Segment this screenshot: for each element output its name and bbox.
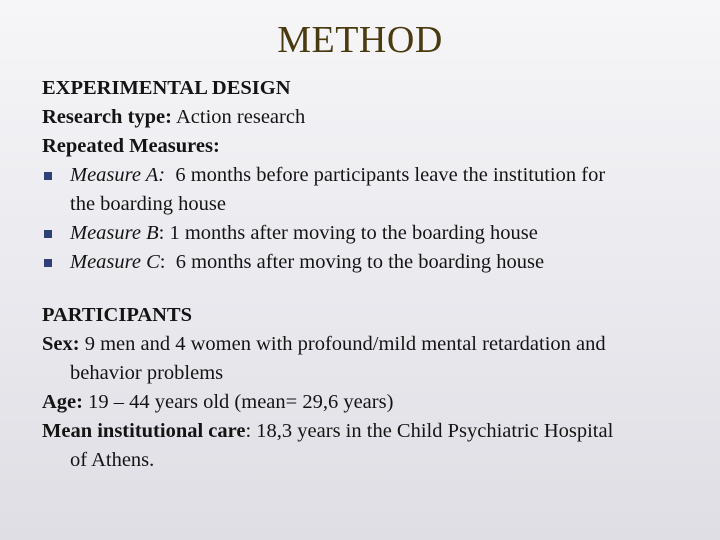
research-type-value: Action research: [172, 106, 306, 128]
research-type-label: Research type:: [42, 106, 172, 128]
measure-a-text-cont: the boarding house: [70, 193, 226, 215]
slide-title: METHOD: [277, 19, 443, 61]
research-type-line: [42, 103, 714, 132]
measure-a-text: 6 months before participants leave the institution for: [165, 164, 606, 186]
care-colon: :: [245, 420, 252, 442]
measure-b-text: 1 months after moving to the boarding house: [164, 222, 538, 244]
measure-c-item: [42, 248, 714, 277]
measure-b-label: Measure B: [70, 222, 159, 244]
square-bullet-icon: [44, 172, 52, 180]
measure-a-item: [42, 161, 714, 190]
measure-a-label: Measure A: [70, 164, 159, 186]
sex-value-cont: behavior problems: [70, 362, 224, 384]
measure-b-colon: :: [158, 222, 165, 244]
age-label: Age:: [42, 391, 83, 413]
section-spacer: [42, 277, 714, 301]
measure-a-colon: :: [158, 164, 166, 186]
square-bullet-icon: [44, 230, 52, 238]
design-heading: EXPERIMENTAL DESIGN: [42, 77, 291, 99]
measure-c-label: Measure C: [70, 251, 160, 273]
measure-b-item: [42, 219, 714, 248]
care-value: 18,3 years in the Child Psychiatric Hospital: [251, 420, 614, 442]
age-line: [42, 388, 714, 417]
age-value: 19 – 44 years old (mean= 29,6 years): [82, 391, 394, 413]
sex-value: 9 men and 4 women with profound/mild mental retardation and: [79, 333, 606, 355]
sex-line: [42, 330, 714, 359]
sex-label: Sex:: [42, 333, 80, 355]
care-label: Mean institutional care: [42, 420, 246, 442]
measure-c-colon: :: [159, 251, 166, 273]
care-value-cont: of Athens.: [70, 449, 155, 471]
slide-body: [42, 74, 714, 475]
square-bullet-icon: [44, 259, 52, 267]
care-line: [42, 417, 714, 446]
measure-c-text: 6 months after moving to the boarding house: [165, 251, 545, 273]
participants-heading: PARTICIPANTS: [42, 304, 193, 326]
repeated-measures-label: Repeated Measures:: [42, 135, 220, 157]
